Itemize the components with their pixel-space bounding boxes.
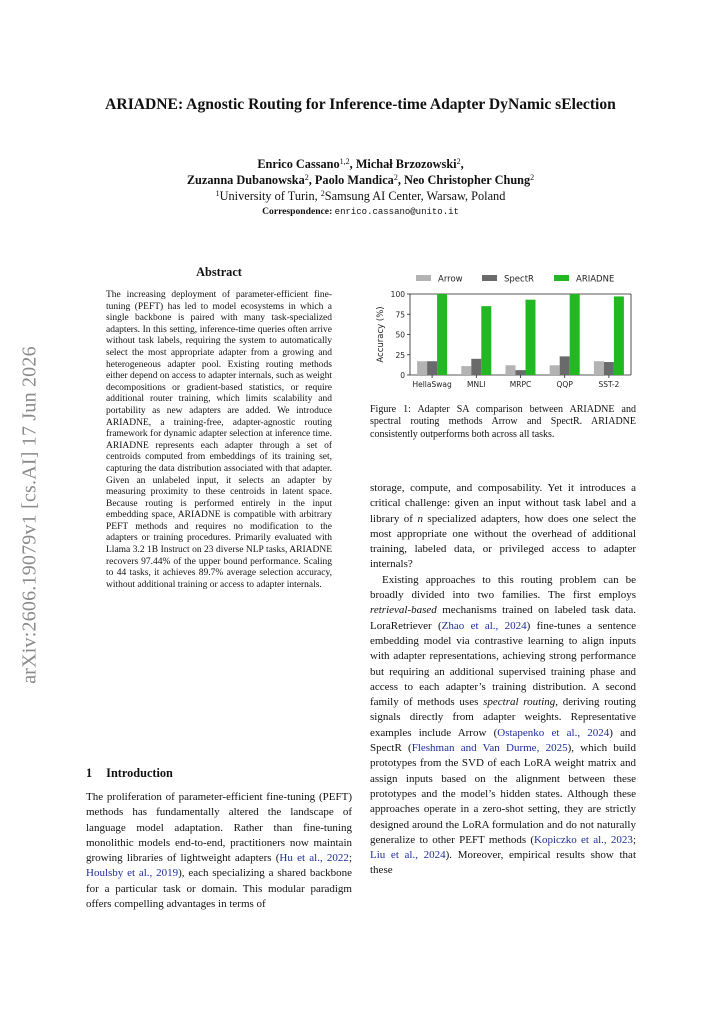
legend-label: SpectR — [504, 274, 534, 285]
intro-left-column — [86, 790, 352, 912]
citation-link[interactable]: Fleshman and Van Durme, 2025 — [411, 742, 568, 755]
figure-caption: Figure 1: Adapter SA comparison between ARIADNE and spectral routing methods Arrow and SpectR. ARIADNE consistently outperforms both across all tasks. — [370, 404, 636, 440]
bar — [604, 362, 614, 375]
citation-link[interactable]: Kopiczko et al., 2023 — [534, 833, 633, 846]
figure-1-chart — [366, 266, 636, 396]
section-heading: 1 Introduction — [86, 766, 173, 780]
y-tick-label: 0 — [400, 371, 405, 380]
bar — [570, 294, 580, 375]
bar — [560, 356, 570, 375]
bar — [506, 365, 516, 375]
bar — [461, 366, 471, 375]
x-tick-label: SST-2 — [598, 380, 620, 389]
legend-label: ARIADNE — [576, 274, 615, 285]
abstract-heading: Abstract — [196, 265, 242, 279]
author-block — [70, 156, 651, 220]
citation-link[interactable]: Zhao et al., 2024 — [441, 619, 527, 632]
arxiv-sidebar — [12, 295, 48, 735]
author-name: Michał Brzozowski — [355, 157, 457, 171]
citation-link[interactable]: Liu et al., 2024 — [370, 849, 446, 862]
bar — [526, 300, 536, 375]
citation-link[interactable]: Hu et al., 2022 — [279, 852, 349, 865]
bar — [437, 294, 447, 375]
citation-link[interactable]: Houlsby et al., 2019 — [86, 867, 179, 880]
correspondence-email[interactable]: enrico.cassano@unito.it — [334, 207, 459, 217]
legend-label: Arrow — [438, 274, 463, 285]
author-line-2: Zuzanna Dubanowska$^2$, Paolo Mandica$^2$, Neo Christopher Chung$^2$ — [186, 173, 535, 187]
author-name: Enrico Cassano — [257, 157, 340, 171]
abstract-text: The increasing deployment of parameter-efficient fine-tuning (PEFT) has led to model ecosystems in which a single backbone is paired with many task-specialized adapters. In this setting, inference-time queries often arrive without task labels, requiring the system to automatically select the most appropriate adapter from a growing and heterogeneous adapter pool. Existing routing methods either depend on access to adapter internals, such as weight decompositions or gradient-based statistics, or require additional router training, which limits scalability and portability as new adapters are added. We introduce ARIADNE, a training-free, adapter-agnostic routing framework for dynamic adapter selection at inference time. ARIADNE represents each adapter through a set of centroids computed from embeddings of its training set, capturing the data distribution associated with that adapter. Given an unlabeled input, it selects an adapter by measuring proximity to these centroids in latent space. Because routing is performed entirely in the input embedding space, ARIADNE is compatible with arbitrary PEFT methods and requires no modification to the adapters or training procedures. Primarily evaluated with Llama 3.2 1B Instruct on 23 diverse NLP tasks, ARIADNE recovers 97.44% of the upper bound performance. Scaling to 44 tasks, it achieves 89.7% average selection accuracy, without additional training or access to adapter internals. — [106, 290, 332, 590]
author-name: Paolo Mandica — [314, 173, 394, 187]
arxiv-identifier[interactable]: arXiv:2606.19079v1 [cs.AI] 17 Jun 2026 — [18, 346, 41, 684]
y-tick-label: 100 — [390, 290, 405, 299]
legend-swatch — [416, 275, 431, 281]
affiliations: $^1$University of Turin, $^2$Samsung AI Center, Warsaw, Poland — [215, 189, 506, 203]
bar — [427, 361, 437, 375]
y-tick-label: 75 — [395, 310, 405, 320]
intro-paragraph: The proliferation of parameter-efficient fine-tuning (PEFT) methods has fundamentally altered the landscape of language model adaptation. Rather than fine-tuning monolithic models end-to-end, practitioners now maintain growing libraries of lightweight adapters (Hu et al., 2022; Houlsby et al., 2019), each specializing a shared backbone for a particular task or domain. This modular paradigm offers compelling advantages in terms of — [86, 791, 352, 911]
paper-title: ARIADNE: Agnostic Routing for Inference-time Adapter DyNamic sElection — [105, 96, 616, 113]
citation-link[interactable]: Ostapenko et al., 2024 — [497, 726, 610, 739]
bar — [516, 370, 526, 375]
intro-paragraph: Existing approaches to this routing problem can be broadly divided into two families. The first employs retrieval-based mechanisms trained on labeled task data. LoraRetriever (Zhao et al., 2024) fine-tunes a sentence embedding model via contrastive learning to align inputs with adapter representations, achieving strong performance but requiring an additional supervised training phase and access to each adapter’s training distribution. A second family of methods uses spectral routing, deriving routing signals directly from adapter weights. Representative examples include Arrow (Ostapenko et al., 2024) and SpectR (Fleshman and Van Durme, 2025), which build prototypes from the SVD of each LoRA weight matrix and assign inputs based on the alignment between these prototypes and the model’s hidden states. Although these approaches operate in a zero-shot setting, they are strictly designed around the LoRA formulation and do not naturally generalize to other PEFT methods (Kopiczko et al., 2023; Liu et al., 2024). Moreover, empirical results show that these — [370, 573, 637, 877]
bar-chart — [366, 266, 636, 396]
x-tick-label: HellaSwag — [412, 380, 452, 389]
intro-paragraph: storage, compute, and composability. Yet it introduces a critical challenge: given an input without task label and a library of n specialized adapters, how does one select the most appropriate one without the overhead of additional training, labeled data, or privileged access to adapter internals? — [370, 482, 636, 571]
author-line-1: Enrico Cassano$^{1,2}$, Michał Brzozowski$^2$, — [257, 157, 464, 171]
y-tick-label: 50 — [395, 330, 405, 340]
x-tick-label: QQP — [556, 380, 573, 389]
x-tick-label: MNLI — [467, 380, 486, 389]
bar — [614, 296, 624, 375]
bar — [481, 306, 491, 375]
bar — [550, 365, 560, 375]
y-axis-label: Accuracy (%) — [376, 306, 386, 363]
intro-right-column — [370, 481, 636, 879]
x-tick-label: MRPC — [509, 380, 532, 389]
bar — [594, 361, 604, 375]
bar — [417, 361, 427, 375]
correspondence: Correspondence: enrico.cassano@unito.it — [262, 206, 459, 217]
y-tick-label: 25 — [395, 350, 405, 360]
bar — [471, 359, 481, 375]
author-name: Zuzanna Dubanowska — [186, 173, 305, 187]
author-name: Neo Christopher Chung — [403, 173, 531, 187]
legend-swatch — [482, 275, 497, 281]
legend-swatch — [554, 275, 569, 281]
